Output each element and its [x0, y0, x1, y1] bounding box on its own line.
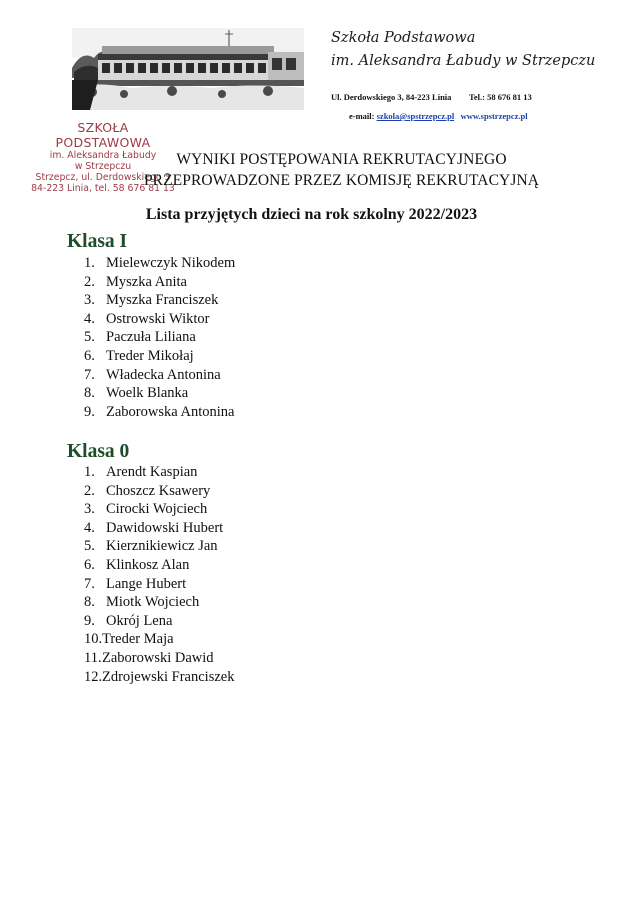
item-number: 5. — [84, 329, 95, 346]
list-item — [84, 384, 235, 403]
list-item — [84, 482, 234, 501]
school-name-line1: Szkoła Podstawowa — [331, 30, 476, 46]
list-item — [84, 668, 234, 687]
item-number: 6. — [84, 347, 95, 364]
class-heading-klasa-1: Klasa I — [67, 231, 128, 252]
pupil-name: Treder Mikołaj — [106, 347, 194, 364]
list-item — [84, 328, 235, 347]
list-item — [84, 612, 234, 631]
pupil-name: Mielewczyk Nikodem — [106, 255, 236, 271]
list-item — [84, 630, 234, 649]
email-link[interactable]: szkola@spstrzepcz.pl — [376, 111, 455, 121]
school-building-photo — [72, 28, 304, 110]
school-address: Ul. Derdowskiego 3, 84-223 Linia — [331, 92, 452, 102]
school-name-line2: im. Aleksandra Łabudy w Strzepczu — [331, 53, 596, 69]
document-title: Lista przyjętych dzieci na rok szkolny 2022/2023 — [145, 206, 478, 223]
list-item — [84, 366, 235, 385]
list-item — [84, 273, 235, 292]
pupil-name: Treder Maja — [102, 631, 174, 648]
item-number: 3. — [84, 501, 95, 518]
list-item — [84, 403, 235, 422]
school-phone: Tel.: 58 676 81 13 — [469, 92, 532, 102]
results-heading-line1: WYNIKI POSTĘPOWANIA REKRUTACYJNEGO — [176, 151, 507, 168]
stamp-line5: 84-223 Linia, tel. 58 676 81 13 — [31, 183, 175, 194]
item-number: 5. — [84, 538, 95, 555]
pupil-name: Paczuła Liliana — [106, 329, 196, 346]
pupil-name: Miotk Wojciech — [106, 594, 200, 611]
list-item — [84, 291, 235, 310]
pupil-name: Zaborowska Antonina — [106, 403, 235, 420]
pupil-list-klasa-0 — [84, 463, 234, 686]
stamp-line4: Strzepcz, ul. Derdowskiego 3 — [35, 172, 171, 183]
item-number: 4. — [84, 310, 95, 327]
list-item — [84, 519, 234, 538]
pupil-name: Cirocki Wojciech — [106, 501, 208, 518]
stamp-line3: w Strzepczu — [74, 161, 132, 172]
list-item — [84, 500, 234, 519]
list-item — [84, 593, 234, 612]
item-number: 9. — [84, 403, 95, 420]
stamp-line1: SZKOŁA PODSTAWOWA — [55, 120, 151, 150]
list-item — [84, 347, 235, 366]
pupil-name: Klinkosz Alan — [106, 556, 190, 573]
class-heading-klasa-0: Klasa 0 — [67, 441, 130, 462]
item-number: 4. — [84, 519, 95, 536]
pupil-name: Arendt Kaspian — [106, 464, 198, 480]
item-number: 8. — [84, 385, 95, 402]
pupil-name: Władecka Antonina — [106, 366, 221, 383]
item-number: 7. — [84, 575, 95, 592]
pupil-name: Lange Hubert — [106, 575, 187, 592]
pupil-name: Myszka Anita — [106, 273, 187, 290]
item-number: 7. — [84, 366, 95, 383]
list-item — [84, 649, 234, 668]
item-number: 3. — [84, 292, 95, 309]
results-heading-line2: PRZEPROWADZONE PRZEZ KOMISJĘ REKRUTACYJNĄ — [143, 172, 540, 189]
list-item — [84, 537, 234, 556]
pupil-list-klasa-1 — [84, 254, 235, 421]
item-number: 1. — [84, 464, 95, 480]
pupil-name: Myszka Franciszek — [106, 292, 219, 309]
item-number: 8. — [84, 594, 95, 611]
item-number: 11. — [84, 649, 102, 666]
item-number: 6. — [84, 556, 95, 573]
stamp-line2: im. Aleksandra Łabudy — [49, 150, 157, 161]
pupil-name: Kierznikiewicz Jan — [106, 538, 218, 555]
item-number: 10. — [84, 631, 103, 648]
item-number: 9. — [84, 612, 95, 629]
pupil-name: Dawidowski Hubert — [106, 519, 224, 536]
pupil-name: Choszcz Ksawery — [106, 482, 211, 499]
list-item — [84, 556, 234, 575]
contact-row — [349, 111, 528, 121]
website-link[interactable]: www.spstrzepcz.pl — [460, 111, 528, 121]
email-label: e-mail: — [349, 111, 375, 121]
list-item — [84, 575, 234, 594]
list-item — [84, 310, 235, 329]
pupil-name: Woelk Blanka — [106, 385, 189, 402]
item-number: 2. — [84, 482, 95, 499]
pupil-name: Ostrowski Wiktor — [106, 310, 210, 327]
list-item — [84, 254, 235, 273]
pupil-name: Okrój Lena — [106, 612, 173, 629]
item-number: 12. — [84, 668, 103, 685]
item-number: 2. — [84, 273, 95, 290]
pupil-name: Zdrojewski Franciszek — [102, 668, 235, 685]
item-number: 1. — [84, 255, 95, 271]
pupil-name: Zaborowski Dawid — [102, 649, 214, 666]
list-item — [84, 463, 234, 482]
